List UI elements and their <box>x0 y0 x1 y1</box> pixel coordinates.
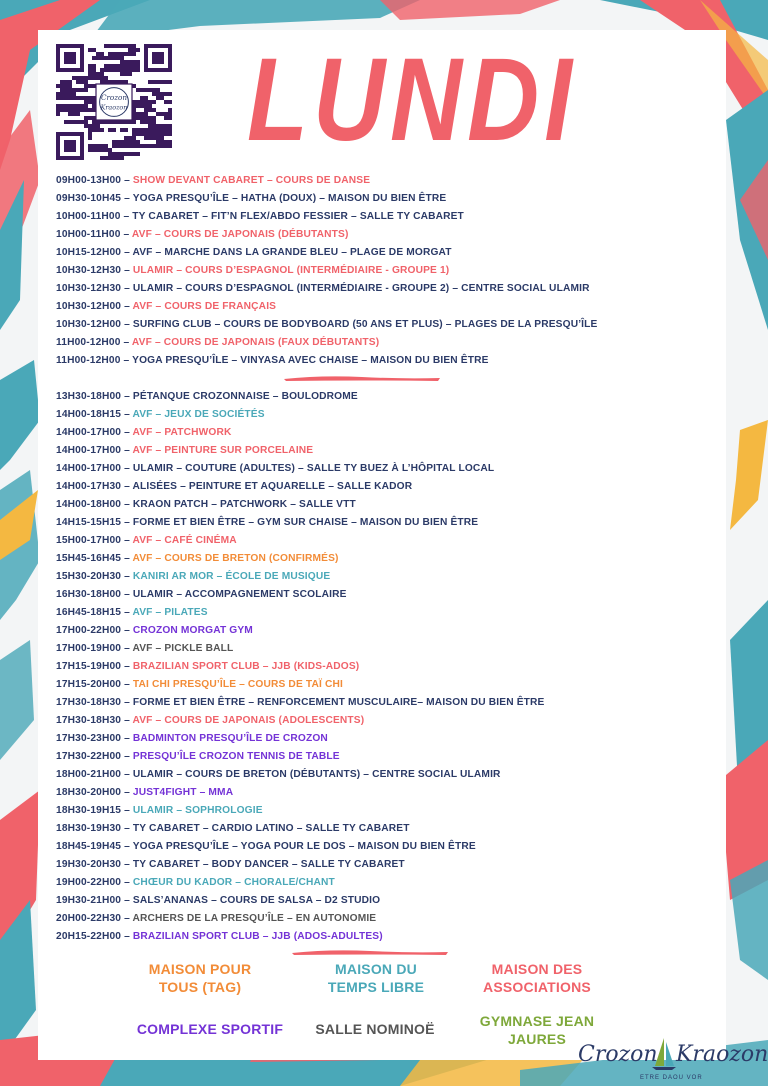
qr-badge-top: Crozon <box>100 93 128 102</box>
schedule-time: 18H45-19H45 – <box>56 841 133 852</box>
schedule-row <box>56 820 716 838</box>
schedule-row <box>56 586 716 604</box>
schedule-time: 10H00-11H00 – <box>56 229 132 240</box>
schedule-activity: AVF – COURS DE JAPONAIS (FAUX DÉBUTANTS) <box>131 337 380 348</box>
schedule-activity: BRAZILIAN SPORT CLUB – JJB (KIDS-ADOS) <box>132 661 360 672</box>
schedule-activity: KANIRI AR MOR – ÉCOLE DE MUSIQUE <box>132 571 331 582</box>
schedule-row <box>56 640 716 658</box>
schedule-activity: AVF – CAFÉ CINÉMA <box>132 535 237 546</box>
legend-gymnase-line1: GYMNASE JEAN <box>479 1013 595 1029</box>
schedule-row <box>56 280 716 298</box>
schedule-activity: AVF – PICKLE BALL <box>132 643 234 654</box>
schedule-time: 10H30-12H00 – <box>56 301 133 312</box>
schedule-activity: ULAMIR – ACCOMPAGNEMENT SCOLAIRE <box>132 589 347 600</box>
legend-mtl-line1: MAISON DU <box>335 961 417 977</box>
schedule-row <box>56 892 716 910</box>
schedule-row <box>56 388 716 406</box>
schedule-activity: AVF – COURS DE FRANÇAIS <box>132 301 277 312</box>
schedule-activity: AVF – COURS DE BRETON (CONFIRMÉS) <box>132 553 339 564</box>
schedule-activity: ULAMIR – COUTURE (ADULTES) – SALLE TY BUEZ À L’HÔPITAL LOCAL <box>132 463 495 474</box>
schedule-activity: PRESQU’ÎLE CROZON TENNIS DE TABLE <box>132 751 340 762</box>
legend-complexe-text: COMPLEXE SPORTIF <box>136 1021 284 1037</box>
afternoon-list <box>56 388 716 946</box>
schedule-time: 17H00-22H00 – <box>56 625 133 636</box>
schedule-activity: CHŒUR DU KADOR – CHORALE/CHANT <box>132 877 335 888</box>
schedule-time: 14H00-17H00 – <box>56 463 133 474</box>
schedule-time: 18H30-19H30 – <box>56 823 133 834</box>
schedule-row <box>56 262 716 280</box>
section-divider <box>282 374 442 382</box>
schedule-time: 14H00-17H30 – <box>56 481 133 492</box>
schedule-time: 10H30-12H30 – <box>56 265 133 276</box>
logo-kraozon: Kraozon <box>676 1042 768 1067</box>
schedule-activity: ALISÉES – PEINTURE ET AQUARELLE – SALLE KADOR <box>132 481 413 492</box>
schedule-row <box>56 730 716 748</box>
schedule-activity: ARCHERS DE LA PRESQU’ÎLE – EN AUTONOMIE <box>132 913 377 924</box>
schedule-activity: AVF – PATCHWORK <box>132 427 232 438</box>
schedule-time: 15H00-17H00 – <box>56 535 133 546</box>
schedule-row <box>56 874 716 892</box>
schedule-time: 15H30-20H30 – <box>56 571 133 582</box>
legend-tag-line2: TOUS (TAG) <box>158 979 242 995</box>
schedule-row <box>56 604 716 622</box>
schedule-activity: SHOW DEVANT CABARET – COURS DE DANSE <box>132 175 371 186</box>
schedule-activity: AVF – MARCHE DANS LA GRANDE BLEU – PLAGE DE MORGAT <box>132 247 452 258</box>
schedule-time: 10H30-12H30 – <box>56 283 133 294</box>
schedule-row <box>56 550 716 568</box>
schedule-activity: SURFING CLUB – COURS DE BODYBOARD (50 ANS ET PLUS) – PLAGES DE LA PRESQU’ÎLE <box>132 319 598 330</box>
schedule-time: 17H15-19H00 – <box>56 661 133 672</box>
schedule-row <box>56 694 716 712</box>
schedule-row <box>56 460 716 478</box>
schedule-row <box>56 514 716 532</box>
schedule-time: 20H15-22H00 – <box>56 931 133 942</box>
schedule-row <box>56 316 716 334</box>
schedule-time: 17H30-18H30 – <box>56 715 133 726</box>
schedule-time: 14H00-18H15 – <box>56 409 133 420</box>
schedule-activity: AVF – COURS DE JAPONAIS (DÉBUTANTS) <box>131 229 349 240</box>
legend-tag-line1: MAISON POUR <box>148 961 252 977</box>
legend-divider <box>290 948 450 956</box>
schedule-row <box>56 712 716 730</box>
schedule-activity: PÉTANQUE CROZONNAISE – BOULODROME <box>132 391 358 402</box>
schedule-activity: TY CABARET – CARDIO LATINO – SALLE TY CABARET <box>132 823 410 834</box>
legend-maison-pour-tous <box>130 960 270 996</box>
schedule-row <box>56 568 716 586</box>
legend-mtl-line2: TEMPS LIBRE <box>327 979 425 995</box>
schedule-activity: AVF – PEINTURE SUR PORCELAINE <box>132 445 314 456</box>
logo-tagline: ETRE DAOU VOR <box>640 1075 703 1081</box>
schedule-time: 17H30-22H00 – <box>56 751 133 762</box>
schedule-row <box>56 334 716 352</box>
schedule-activity: BRAZILIAN SPORT CLUB – JJB (ADOS-ADULTES) <box>132 931 383 942</box>
schedule-time: 16H45-18H15 – <box>56 607 133 618</box>
schedule <box>56 172 716 946</box>
schedule-activity: TY CABARET – BODY DANCER – SALLE TY CABARET <box>132 859 405 870</box>
schedule-row <box>56 802 716 820</box>
qr-code[interactable] <box>56 44 172 160</box>
schedule-activity: ULAMIR – COURS D’ESPAGNOL (INTERMÉDIAIRE - GROUPE 1) <box>132 265 450 276</box>
schedule-time: 11H00-12H00 – <box>56 337 132 348</box>
schedule-row <box>56 352 716 370</box>
schedule-row <box>56 622 716 640</box>
schedule-time: 17H30-23H00 – <box>56 733 133 744</box>
legend-maison-associations <box>462 960 612 996</box>
schedule-row <box>56 298 716 316</box>
schedule-activity: KRAON PATCH – PATCHWORK – SALLE VTT <box>132 499 356 510</box>
schedule-activity: ULAMIR – COURS D’ESPAGNOL (INTERMÉDIAIRE - GROUPE 2) – CENTRE SOCIAL ULAMIR <box>132 283 590 294</box>
morning-list <box>56 172 716 370</box>
schedule-row <box>56 424 716 442</box>
schedule-time: 09H00-13H00 – <box>56 175 133 186</box>
schedule-time: 19H00-22H00 – <box>56 877 133 888</box>
schedule-time: 18H30-20H00 – <box>56 787 133 798</box>
schedule-time: 17H30-18H30 – <box>56 697 133 708</box>
schedule-activity: YOGA PRESQU’ÎLE – HATHA (DOUX) – MAISON DU BIEN ÊTRE <box>132 193 447 204</box>
schedule-time: 17H00-19H00 – <box>56 643 133 654</box>
schedule-time: 18H30-19H15 – <box>56 805 133 816</box>
schedule-time: 16H30-18H00 – <box>56 589 133 600</box>
schedule-row <box>56 226 716 244</box>
schedule-time: 13H30-18H00 – <box>56 391 133 402</box>
schedule-row <box>56 658 716 676</box>
schedule-time: 09H30-10H45 – <box>56 193 133 204</box>
legend-gymnase-line2: JAURES <box>508 1031 566 1047</box>
title-text: LUNDI <box>247 34 577 166</box>
schedule-row <box>56 784 716 802</box>
schedule-row <box>56 928 716 946</box>
schedule-activity: YOGA PRESQU’ÎLE – VINYASA AVEC CHAISE – MAISON DU BIEN ÊTRE <box>132 355 489 366</box>
schedule-activity: TAI CHI PRESQU’ÎLE – COURS DE TAÏ CHI <box>132 679 343 690</box>
schedule-time: 19H30-20H30 – <box>56 859 133 870</box>
qr-badge-bottom: Kraozon <box>100 103 128 112</box>
schedule-time: 20H00-22H30 – <box>56 913 133 924</box>
schedule-row <box>56 496 716 514</box>
schedule-row <box>56 190 716 208</box>
schedule-activity: BADMINTON PRESQU’ÎLE DE CROZON <box>132 733 328 744</box>
schedule-row <box>56 172 716 190</box>
schedule-row <box>56 244 716 262</box>
schedule-row <box>56 910 716 928</box>
schedule-time: 14H00-17H00 – <box>56 445 133 456</box>
schedule-activity: AVF – JEUX DE SOCIÉTÉS <box>132 409 265 420</box>
logo-crozon: Crozon <box>578 1042 658 1067</box>
schedule-row <box>56 478 716 496</box>
schedule-time: 14H15-15H15 – <box>56 517 133 528</box>
schedule-time: 11H00-12H00 – <box>56 355 133 366</box>
schedule-row <box>56 406 716 424</box>
schedule-activity: JUST4FIGHT – MMA <box>132 787 234 798</box>
schedule-row <box>56 442 716 460</box>
schedule-time: 19H30-21H00 – <box>56 895 133 906</box>
schedule-activity: ULAMIR – COURS DE BRETON (DÉBUTANTS) – CENTRE SOCIAL ULAMIR <box>132 769 501 780</box>
legend-maison-temps-libre <box>306 960 446 996</box>
page-title <box>242 28 582 166</box>
schedule-activity: FORME ET BIEN ÊTRE – RENFORCEMENT MUSCULAIRE– MAISON DU BIEN ÊTRE <box>132 697 545 708</box>
schedule-row <box>56 532 716 550</box>
legend-nominoe-text: SALLE NOMINOË <box>315 1021 435 1037</box>
schedule-activity: YOGA PRESQU’ÎLE – YOGA POUR LE DOS – MAISON DU BIEN ÊTRE <box>132 841 476 852</box>
schedule-time: 14H00-17H00 – <box>56 427 133 438</box>
schedule-activity: FORME ET BIEN ÊTRE – GYM SUR CHAISE – MAISON DU BIEN ÊTRE <box>132 517 479 528</box>
legend-assoc-line1: MAISON DES <box>491 961 583 977</box>
legend-assoc-line2: ASSOCIATIONS <box>483 979 591 995</box>
schedule-time: 10H15-12H00 – <box>56 247 133 258</box>
sailboat-icon <box>652 1036 676 1070</box>
schedule-time: 17H15-20H00 – <box>56 679 133 690</box>
schedule-row <box>56 766 716 784</box>
schedule-activity: TY CABARET – FIT’N FLEX/ABDO FESSIER – SALLE TY CABARET <box>132 211 464 222</box>
schedule-row <box>56 856 716 874</box>
schedule-time: 10H30-12H00 – <box>56 319 133 330</box>
schedule-time: 15H45-16H45 – <box>56 553 133 564</box>
schedule-activity: CROZON MORGAT GYM <box>132 625 253 636</box>
schedule-activity: SALS’ANANAS – COURS DE SALSA – D2 STUDIO <box>132 895 381 906</box>
schedule-time: 18H00-21H00 – <box>56 769 133 780</box>
schedule-row <box>56 208 716 226</box>
legend-complexe-sportif <box>120 1020 300 1038</box>
schedule-activity: AVF – COURS DE JAPONAIS (ADOLESCENTS) <box>132 715 365 726</box>
schedule-time: 10H00-11H00 – <box>56 211 133 222</box>
schedule-activity: AVF – PILATES <box>132 607 208 618</box>
schedule-row <box>56 676 716 694</box>
schedule-row <box>56 838 716 856</box>
legend-salle-nominoe <box>300 1020 450 1038</box>
schedule-activity: ULAMIR – SOPHROLOGIE <box>132 805 263 816</box>
schedule-row <box>56 748 716 766</box>
schedule-time: 14H00-18H00 – <box>56 499 133 510</box>
